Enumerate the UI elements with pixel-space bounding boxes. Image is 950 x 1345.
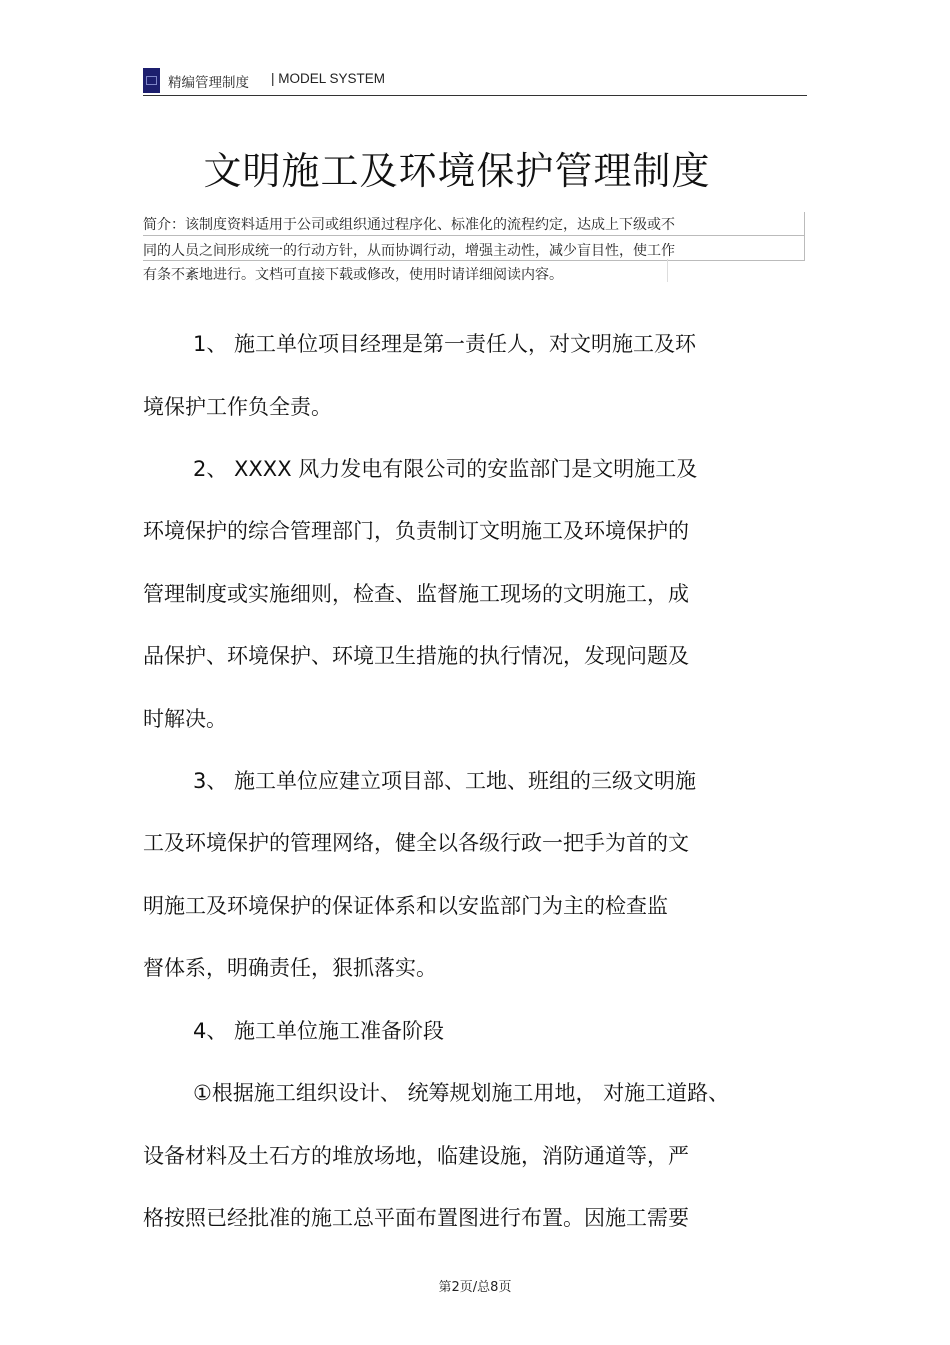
body-line: 格按照已经批准的施工总平面布置图进行布置。因施工需要 bbox=[143, 1206, 689, 1230]
body-line: 境保护工作负全责。 bbox=[143, 395, 332, 419]
body-line: 1、 施工单位项目经理是第一责任人，对文明施工及环 bbox=[193, 332, 697, 356]
page-header bbox=[143, 66, 807, 96]
summary-line-2: 同的人员之间形成统一的行动方针，从而协调行动，增强主动性，减少盲目性，使工作 bbox=[143, 243, 675, 259]
summary-line-3: 有条不紊地进行。文档可直接下载或修改，使用时请详细阅读内容。 bbox=[143, 267, 563, 283]
body-line: 明施工及环境保护的保证体系和以安监部门为主的检查监 bbox=[143, 894, 668, 918]
body-line: 2、 XXXX 风力发电有限公司的安监部门是文明施工及 bbox=[193, 457, 698, 481]
header-tagline: | MODEL SYSTEM bbox=[271, 71, 386, 86]
body-line: 工及环境保护的管理网络，健全以各级行政一把手为首的文 bbox=[143, 831, 689, 855]
body-line: 督体系，明确责任，狠抓落实。 bbox=[143, 956, 437, 980]
page-footer: 第2页/总8页 bbox=[438, 1280, 512, 1295]
document-title: 文明施工及环境保护管理制度 bbox=[203, 149, 711, 193]
body-line: ①根据施工组织设计、 统筹规划施工用地， 对施工道路、 bbox=[193, 1081, 730, 1105]
summary-line-1: 简介：该制度资料适用于公司或组织通过程序化、标准化的流程约定，达成上下级或不 bbox=[143, 217, 675, 233]
summary-box bbox=[143, 212, 807, 282]
body-line: 3、 施工单位应建立项目部、工地、班组的三级文明施 bbox=[193, 769, 697, 793]
body-line: 管理制度或实施细则，检查、监督施工现场的文明施工，成 bbox=[143, 582, 689, 606]
logo-icon bbox=[143, 68, 160, 93]
body-line: 品保护、环境保护、环境卫生措施的执行情况，发现问题及 bbox=[143, 644, 689, 668]
body-line: 时解决。 bbox=[143, 707, 227, 731]
body-line: 设备材料及土石方的堆放场地，临建设施，消防通道等，严 bbox=[143, 1144, 689, 1168]
header-brand: 精编管理制度 bbox=[168, 75, 249, 91]
body-line: 环境保护的综合管理部门，负责制订文明施工及环境保护的 bbox=[143, 519, 689, 543]
body-line: 4、 施工单位施工准备阶段 bbox=[193, 1019, 445, 1043]
